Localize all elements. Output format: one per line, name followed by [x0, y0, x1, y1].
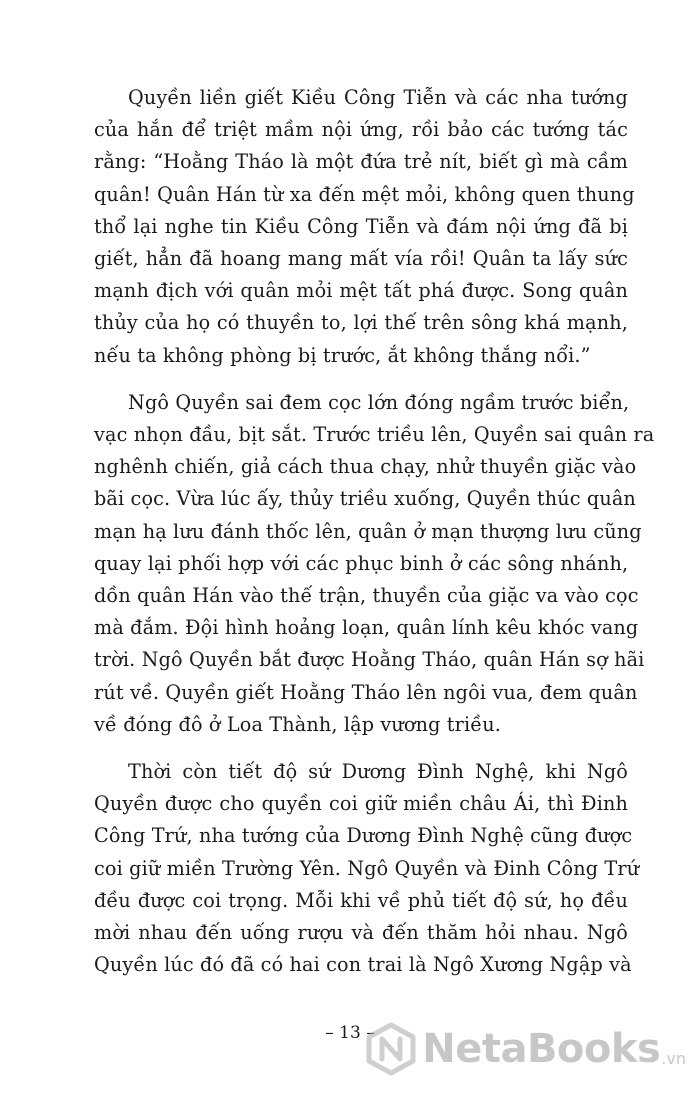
text-line: nếu ta không phòng bị trước, ắt không thắng nổi.” [94, 343, 591, 367]
page-body [94, 82, 655, 996]
text-line: trời. Ngô Quyền bắt được Hoằng Tháo, quân Hán sợ hãi [94, 648, 645, 672]
text-line: quân! Quân Hán từ xa đến mệt mỏi, không quen thung [94, 182, 635, 206]
text-line: Quyền được cho quyền coi giữ miền châu Ái, thì Đinh [94, 792, 628, 816]
text-line: mạn hạ lưu đánh thốc lên, quân ở mạn thượng lưu cũng [94, 519, 642, 543]
text-line: Ngô Quyền sai đem cọc lớn đóng ngầm trước biển, [128, 390, 630, 414]
watermark-text: NetaBooks [422, 1026, 661, 1072]
text-line: mà đắm. Đội hình hoảng loạn, quân lính kêu khóc vang [94, 616, 639, 640]
text-line: mời nhau đến uống rượu và đến thăm hỏi nhau. Ngô [94, 921, 628, 945]
text-line: Quyền lúc đó đã có hai con trai là Ngô Xương Ngập và [94, 953, 632, 977]
watermark-suffix: .vn [661, 1049, 686, 1068]
text-line: bãi cọc. Vừa lúc ấy, thủy triều xuống, Quyền thúc quân [94, 487, 636, 511]
text-line: coi giữ miền Trường Yên. Ngô Quyền và Đinh Công Trứ [94, 856, 640, 880]
text-line: thổ lại nghe tin Kiều Công Tiễn và đám nội ứng đã bị [94, 214, 628, 238]
text-line: vạc nhọn đầu, bịt sắt. Trước triều lên, Quyền sai quân ra [94, 423, 655, 447]
text-line: mạnh địch với quân mỏi mệt tất phá được. Song quân [94, 279, 628, 303]
paragraph-1 [94, 82, 635, 372]
text-line: Quyền liền giết Kiều Công Tiễn và các nha tướng [128, 86, 628, 109]
text-line: rằng: “Hoằng Tháo là một đứa trẻ nít, biết gì mà cầm [94, 150, 628, 174]
text-line: đều được coi trọng. Mỗi khi về phủ tiết độ sứ, họ đều [94, 888, 628, 912]
text-line: quay lại phối hợp với các phục binh ở các sông nhánh, [94, 551, 629, 575]
text-line: thủy của họ có thuyền to, lợi thế trên sông khá mạnh, [94, 311, 628, 335]
text-line: về đóng đô ở Loa Thành, lập vương triều. [94, 712, 501, 736]
page-number: – 13 – [325, 1023, 375, 1043]
netabooks-logo-icon [364, 1022, 418, 1076]
text-line: nghênh chiến, giả cách thua chạy, nhử thuyền giặc vào [94, 455, 637, 479]
text-line: giết, hẳn đã hoang mang mất vía rồi! Quân ta lấy sức [94, 247, 628, 271]
paragraph-3 [94, 756, 640, 981]
text-line: của hắn để triệt mầm nội ứng, rồi bảo các tướng tác [94, 118, 628, 142]
text-line: dồn quân Hán vào thế trận, thuyền của giặc va vào cọc [94, 584, 639, 608]
paragraph-2 [94, 387, 655, 741]
text-line: Thời còn tiết độ sứ Dương Đình Nghệ, khi Ngô [128, 760, 628, 784]
text-line: rút về. Quyền giết Hoằng Tháo lên ngôi vua, đem quân [94, 680, 638, 704]
text-line: Công Trứ, nha tướng của Dương Đình Nghệ cũng được [94, 824, 633, 848]
watermark [364, 1022, 686, 1076]
